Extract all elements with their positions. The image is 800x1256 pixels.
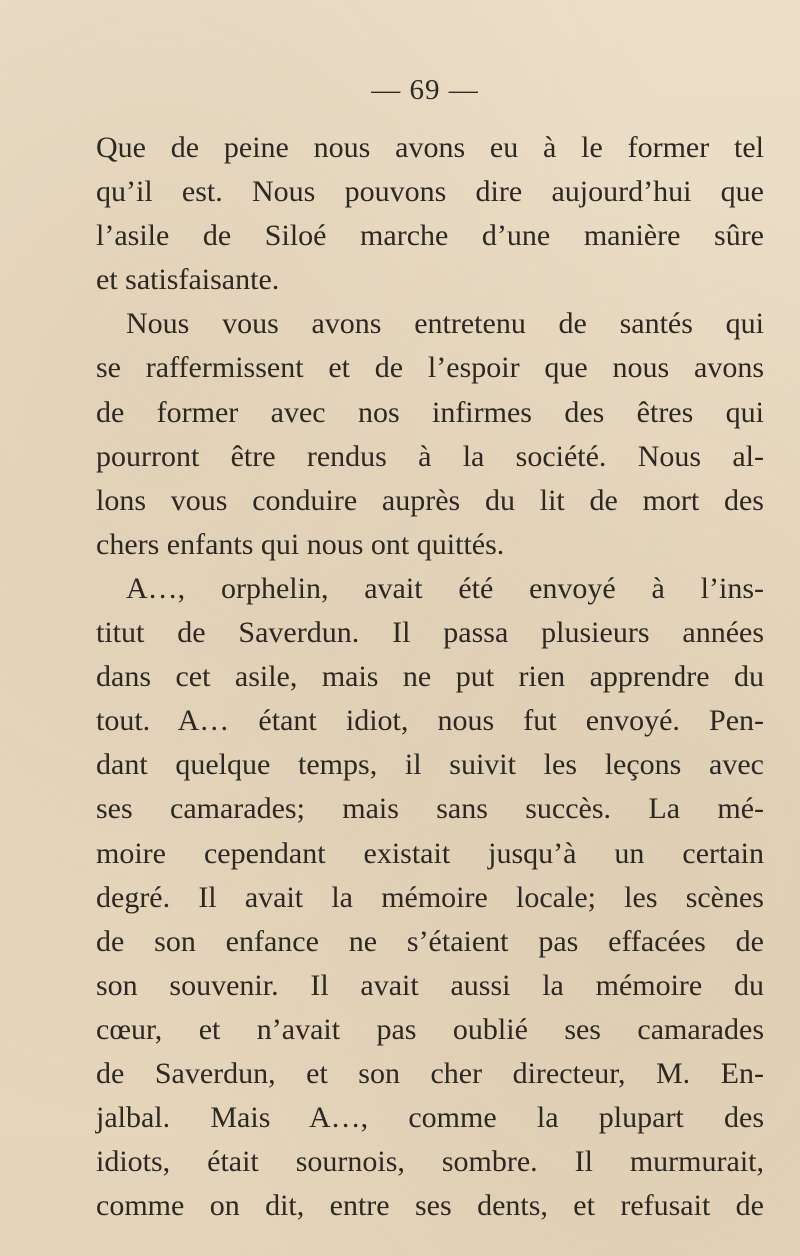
text-line: l’asile de Siloé marche d’une manière sûre (96, 219, 764, 253)
text-line: dans cet asile, mais ne put rien apprendre du (96, 660, 764, 694)
body-text (96, 126, 764, 1228)
text-line: degré. Il avait la mémoire locale; les scènes (96, 880, 764, 914)
text-line: chers enfants qui nous ont quittés. (96, 527, 505, 561)
text-line: jalbal. Mais A…, comme la plupart des (96, 1101, 764, 1135)
text-line: moire cependant existait jusqu’à un certain (96, 836, 764, 870)
text-line: son souvenir. Il avait aussi la mémoire du (96, 968, 764, 1002)
text-line: de son enfance ne s’étaient pas effacées de (96, 924, 764, 958)
text-line: Nous vous avons entretenu de santés qui (126, 307, 764, 341)
text-line: A…, orphelin, avait été envoyé à l’ins- (126, 571, 764, 605)
text-line: titut de Saverdun. Il passa plusieurs années (96, 616, 764, 650)
text-line: se raffermissent et de l’espoir que nous avons (96, 351, 764, 385)
text-line: dant quelque temps, il suivit les leçons avec (96, 748, 764, 782)
text-line: de Saverdun, et son cher directeur, M. En- (96, 1056, 764, 1090)
page-number: — 69 — (371, 74, 479, 106)
text-line: qu’il est. Nous pouvons dire aujourd’hui que (96, 175, 764, 209)
text-line: cœur, et n’avait pas oublié ses camarades (96, 1012, 764, 1046)
text-line: idiots, était sournois, sombre. Il murmurait, (96, 1145, 764, 1179)
text-line: pourront être rendus à la société. Nous al- (96, 439, 764, 473)
text-line: comme on dit, entre ses dents, et refusait de (96, 1189, 764, 1223)
text-line: et satisfaisante. (96, 263, 280, 297)
text-line: lons vous conduire auprès du lit de mort des (96, 483, 764, 517)
text-line: tout. A… étant idiot, nous fut envoyé. Pen- (96, 704, 764, 738)
text-line: Que de peine nous avons eu à le former tel (96, 131, 764, 164)
text-line: de former avec nos infirmes des êtres qui (96, 395, 764, 429)
text-line: ses camarades; mais sans succès. La mé- (96, 792, 764, 826)
